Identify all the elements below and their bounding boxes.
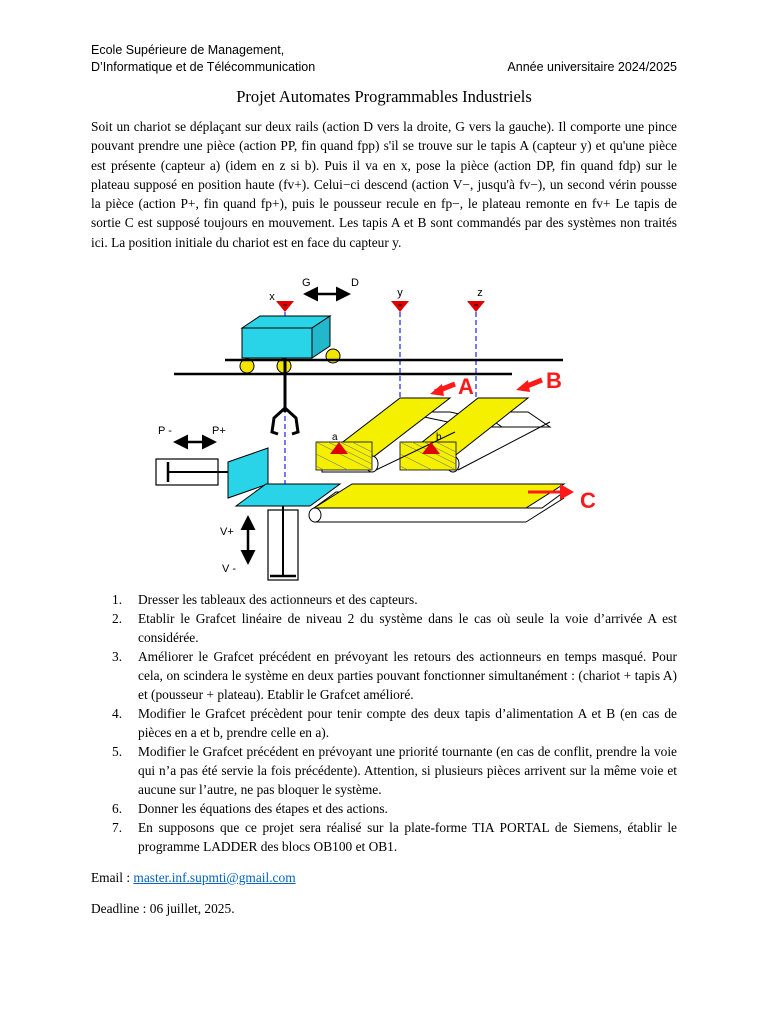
list-item-text: Dresser les tableaux des actionneurs et des capteurs. — [138, 592, 418, 607]
list-item — [91, 742, 677, 799]
sensor-a-label: a — [332, 432, 338, 443]
pusher-cylinder — [156, 448, 268, 498]
list-item-text: Donner les équations des étapes et des actions. — [138, 801, 388, 816]
list-item-number: 7. — [112, 820, 123, 835]
label-g: G — [302, 277, 311, 289]
list-item-number: 1. — [112, 592, 123, 607]
gripper — [272, 358, 298, 434]
deadline: Deadline : 06 juillet, 2025. — [91, 901, 235, 916]
label-p-plus: P+ — [212, 425, 226, 437]
belt-c — [309, 484, 564, 522]
intro-paragraph: Soit un chariot se déplaçant sur deux rails (action D vers la droite, G vers la gauche). Il comporte une pince pouvant prendre une pièce (action PP, fin quand fpp) s'il se trouve sur le tapis A (capteur y) et qu'une pièce est présente (capteur a) (idem en z si b). Puis il va en x, pose la pièce (action DP, fin quand fdp) sur le plateau supposé en position haute (fv+). Celui−ci descend (action V−, jusqu'à fv−), un second vérin pousse la pièce (action P+, fin quand fp+), puis le pousseur recule en fp−, le plateau remonte en fv+ Le tapis de sortie C est supposé toujours en mouvement. Les tapis A et B sont commandés par des systèmes non traités ici. La position initiale du chariot est en face du capteur y. — [91, 119, 677, 250]
list-item-number: 5. — [112, 744, 123, 759]
list-item-text: En supposons que ce projet sera réalisé sur la plate-forme TIA PORTAL de Siemens, établir le programme LADDER des blocs OB100 et OB1. — [138, 820, 677, 854]
list-item-number: 2. — [112, 611, 123, 626]
sensor-z — [467, 287, 485, 312]
school-line-2: D’Informatique et de Télécommunication — [91, 60, 316, 74]
list-item-text: Modifier le Grafcet précèdent pour tenir compte des deux tapis d’alimentation A et B (en cas de pièces en a et b, prendre celle en a). — [138, 706, 677, 740]
label-v-plus: V+ — [220, 526, 234, 538]
belt-c-label: C — [580, 488, 596, 513]
school-line-1: Ecole Supérieure de Management, — [91, 43, 285, 57]
task-list — [91, 590, 677, 856]
email-link[interactable]: master.inf.supmti@gmail.com — [133, 870, 296, 885]
sensor-y-label: y — [397, 287, 403, 299]
sensor-b-label: b — [436, 432, 442, 443]
list-item — [91, 609, 677, 647]
belt-a-label: A — [458, 374, 474, 399]
sensor-y — [391, 287, 409, 312]
list-item-text: Etablir le Grafcet linéaire de niveau 2 du système dans le cas où seule la voie d’arrivée A est considérée. — [138, 611, 677, 645]
list-item-text: Modifier le Grafcet précédent en prévoyant une priorité tournante (en cas de conflit, prendre la voie qui n’a pas été servie la fois précédente). Attention, si plusieurs pièces arrivent sur la même voie et aucune sur l’autre, ne pas bloquer le système. — [138, 744, 677, 797]
sensor-z-label: z — [477, 287, 483, 299]
sensor-x-label: x — [269, 291, 275, 303]
list-item — [91, 590, 677, 609]
list-item-number: 3. — [112, 649, 123, 664]
belt-b-label: B — [546, 368, 562, 393]
page-title: Projet Automates Programmables Industriels — [236, 87, 532, 106]
list-item-number: 6. — [112, 801, 123, 816]
email-line — [91, 870, 296, 886]
cart — [240, 316, 340, 373]
label-p-minus: P - — [158, 425, 172, 437]
list-item — [91, 818, 677, 856]
label-v-minus: V - — [222, 563, 237, 575]
plateau — [236, 484, 340, 580]
label-d: D — [351, 277, 359, 289]
list-item-text: Améliorer le Grafcet précédent en prévoyant les retours des actionneurs en temps masqué. Pour cela, on scindera le système en deux parties pouvant fonctionner simultanément : (chariot + tapis A) et (pousseur + plateau). Etablir le Grafcet amélioré. — [138, 649, 677, 702]
email-label: Email : — [91, 870, 134, 885]
system-diagram — [150, 272, 620, 584]
list-item-number: 4. — [112, 706, 123, 721]
list-item — [91, 704, 677, 742]
sensor-x — [269, 291, 294, 312]
list-item — [91, 647, 677, 704]
list-item — [91, 799, 677, 818]
page-header — [91, 42, 677, 76]
academic-year: Année universitaire 2024/2025 — [507, 60, 677, 74]
